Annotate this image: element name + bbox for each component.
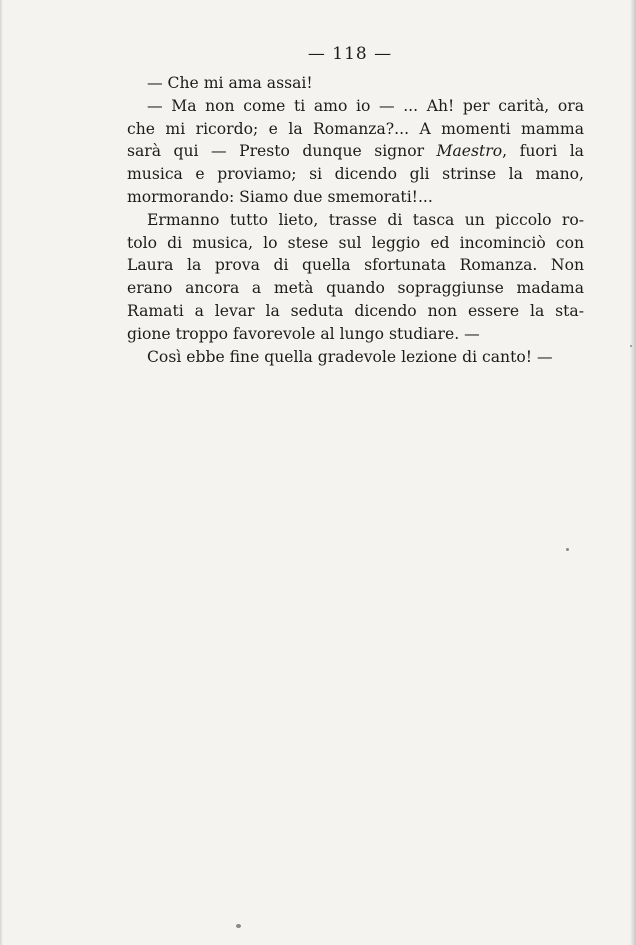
text-line: Così ebbe fine quella gradevole lezione di canto! —	[147, 347, 553, 366]
text-line-with-italic	[127, 140, 584, 163]
text-line: Laura la prova di quella sfortunata Romanza. Non	[127, 256, 584, 275]
text-line: — Che mi ama assai!	[147, 74, 313, 92]
text-segment: sarà qui — Presto dunque signor	[127, 142, 437, 161]
text-line: erano ancora a metà quando sopraggiunse madama	[127, 279, 584, 298]
paper-speck	[236, 924, 241, 928]
text-line: Ermanno tutto lieto, trasse di tasca un piccolo ro-	[147, 210, 584, 229]
paper-speck	[630, 345, 632, 347]
page-number: — 118 —	[307, 44, 393, 64]
text-line: Ramati a levar la seduta dicendo non essere la sta-	[127, 301, 584, 320]
body-text	[127, 72, 584, 368]
paper-speck	[566, 548, 569, 551]
text-line: tolo di musica, lo stese sul leggio ed incominciò con	[127, 233, 584, 252]
text-line: mormorando: Siamo due smemorati!...	[127, 187, 433, 206]
text-line: — Ma non come ti amo io — ... Ah! per carità, ora	[147, 96, 584, 115]
text-line: musica e proviamo; si dicendo gli strinse la mano,	[127, 165, 584, 184]
italic-word: Maestro	[436, 142, 503, 161]
page-right-edge	[630, 0, 636, 945]
text-segment: , fuori la	[502, 142, 584, 161]
text-line: gione troppo favorevole al lungo studiare. —	[127, 324, 480, 343]
page-left-edge	[0, 0, 3, 945]
text-line: che mi ricordo; e la Romanza?... A momenti mamma	[127, 119, 584, 138]
